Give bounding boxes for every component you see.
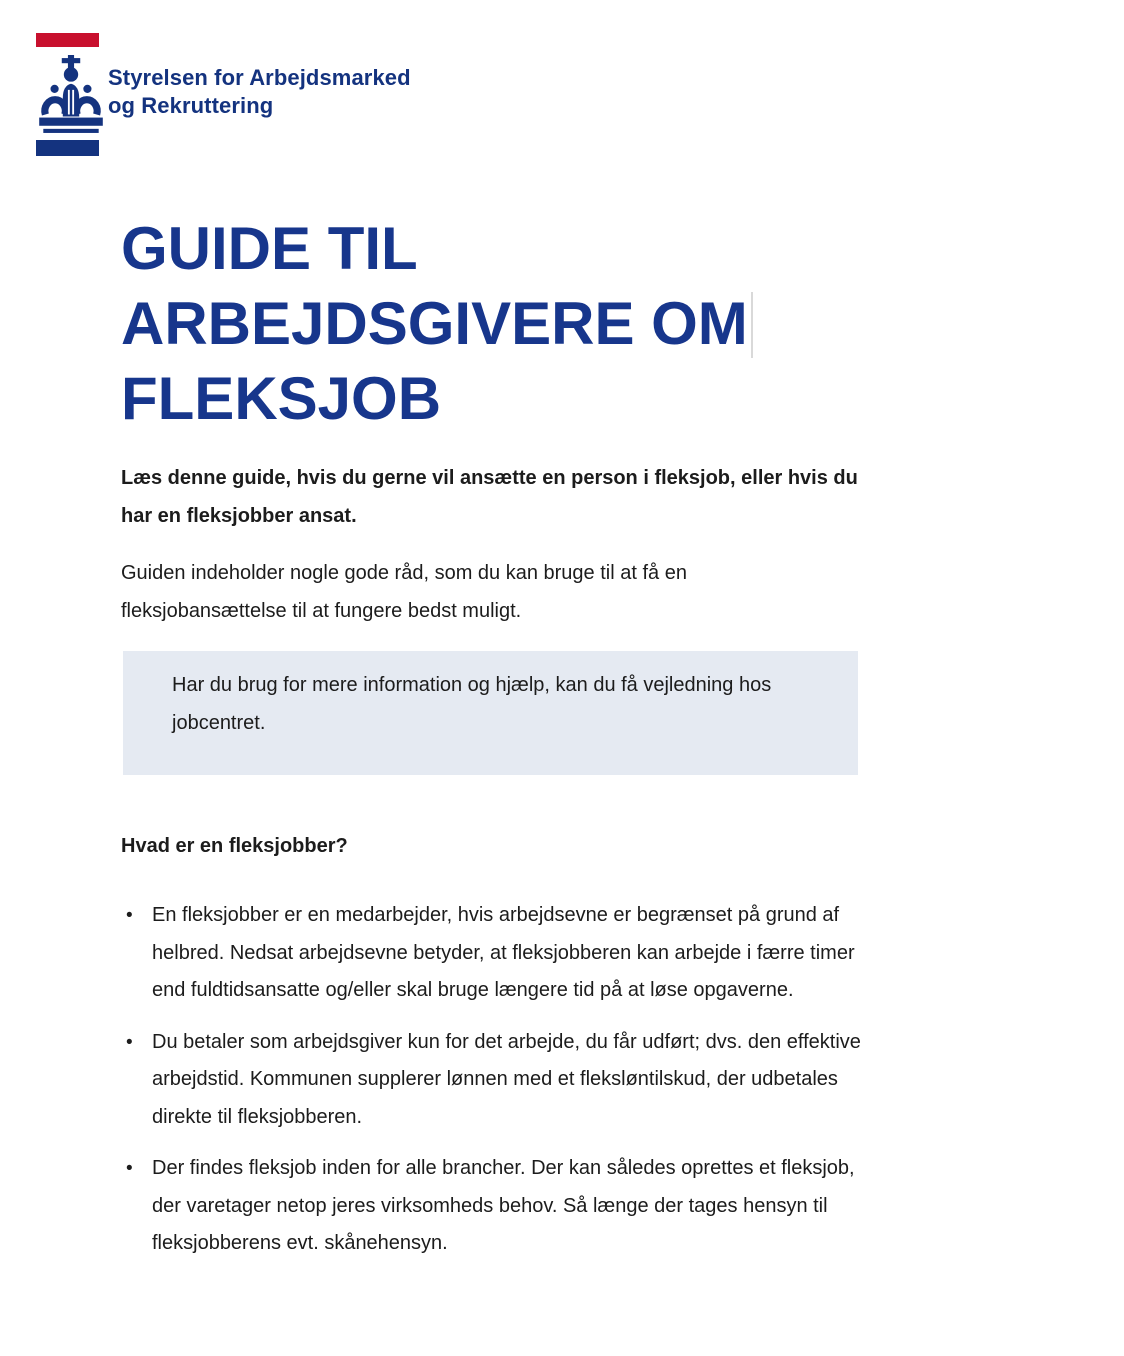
info-box — [123, 651, 858, 775]
bullet-icon: • — [126, 1031, 133, 1053]
title-line-2: ARBEJDSGIVERE OM — [121, 290, 748, 357]
agency-name-line1: Styrelsen for Arbejdsmarked — [108, 65, 411, 90]
title-line-1: GUIDE TIL — [121, 215, 418, 282]
info-box-text: Har du brug for mere information og hjælp, kan du få vejledning hos jobcentret. — [172, 674, 772, 734]
agency-name — [108, 64, 411, 120]
bullet-icon: • — [126, 1158, 133, 1179]
intro-paragraph: Guiden indeholder nogle gode råd, som du kan bruge til at få en fleksjobansættelse til at fungere bedst muligt. — [121, 562, 687, 622]
logo-blue-bar — [36, 140, 99, 156]
title-line-3: FLEKSJOB — [121, 365, 442, 432]
agency-name-line2: og Rekruttering — [108, 93, 274, 118]
text-caret — [751, 292, 753, 358]
bullet-icon: • — [126, 905, 133, 926]
crown-icon — [34, 55, 108, 135]
intro-lead: Læs denne guide, hvis du gerne vil ansætte en person i fleksjob, eller hvis du har en fleksjobber ansat. — [121, 467, 858, 527]
list-item-text: Du betaler som arbejdsgiver kun for det arbejde, du får udført; dvs. den effektive arbejdstid. Kommunen supplerer lønnen med et fleksløntilskud, der udbetales direkte til fleksjobberen. — [152, 1030, 861, 1128]
section-heading: Hvad er en fleksjobber? — [121, 835, 348, 857]
list-item — [121, 1150, 869, 1263]
logo-red-bar — [36, 33, 99, 47]
list-item-text: En fleksjobber er en medarbejder, hvis arbejdsevne er begrænset på grund af helbred. Nedsat arbejdsevne betyder, at fleksjobberen kan arbejde i færre timer end fuldtidsansatte og/eller skal bruge længere tid på at løse opgaverne. — [152, 904, 855, 1001]
page-title — [121, 211, 1021, 436]
list-item — [121, 1024, 869, 1137]
bullet-list — [121, 897, 869, 1277]
list-item-text: Der findes fleksjob inden for alle brancher. Der kan således oprettes et fleksjob, der varetager netop jeres virksomheds behov. Så længe der tages hensyn til fleksjobberens evt. skånehensyn. — [152, 1157, 855, 1254]
list-item — [121, 897, 869, 1010]
